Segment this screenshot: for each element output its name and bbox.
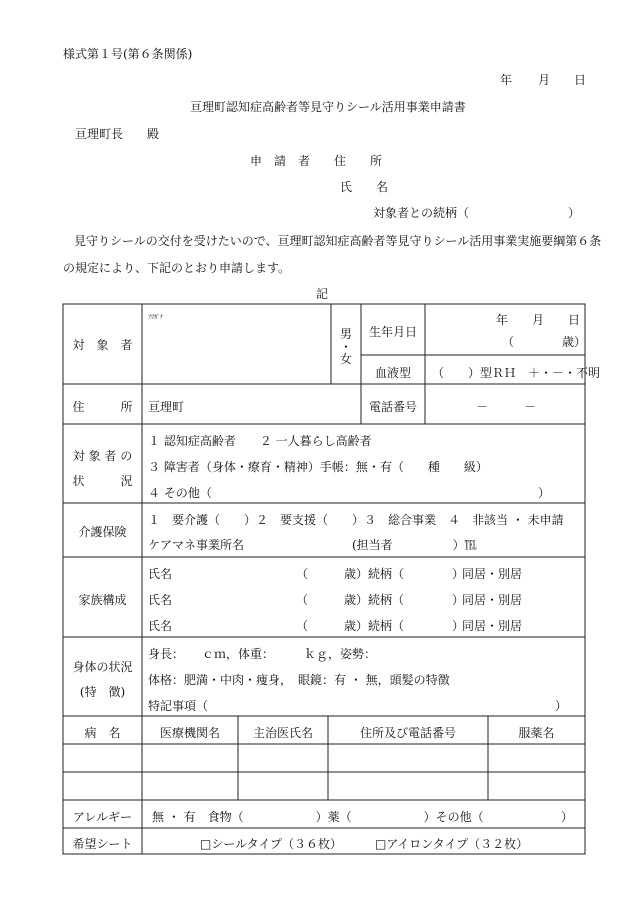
allergy-options[interactable]: 無 ・ 有 食物（ ）薬（ ）その他（ [152, 810, 484, 824]
applicant-address-label: 申 請 者 住 所 [250, 154, 383, 168]
condition-option-1-2[interactable]: １ 認知症高齢者 ２ 一人暮らし高齢者 [148, 434, 372, 448]
col-address-phone: 住所及び電話番号 [359, 726, 456, 740]
body-condition-label-1: 身体の状況 [72, 660, 133, 674]
relation-label: 対象者との続柄（ [373, 206, 470, 220]
phone-field[interactable]: － － [476, 400, 537, 414]
ki-label: 記 [316, 287, 329, 301]
condition-option-3[interactable]: ３ 障害者（身体・療育・精神）手帳：無・有（ 種 級） [148, 460, 488, 474]
col-medication: 服薬名 [518, 726, 555, 740]
care-manager-person-label: (担当者 ）℡ [352, 538, 477, 552]
family-age-relation-3[interactable]: （ 歳）続柄（ ） [296, 619, 465, 633]
blood-type-label: 血液型 [374, 366, 411, 380]
applicant-name-label: 氏 名 [340, 180, 389, 194]
sheet-option-seal[interactable]: □シールタイプ（３６枚） [200, 837, 343, 851]
date-month-label: 月 [538, 73, 551, 87]
family-live-2[interactable]: 同居・別居 [462, 593, 523, 607]
family-age-relation-2[interactable]: （ 歳）続柄（ ） [296, 593, 465, 607]
col-disease-name: 病 名 [84, 726, 121, 740]
special-notes[interactable]: 特記事項（ [148, 699, 209, 713]
family-name-1: 氏名 [148, 567, 173, 581]
family-label: 家族構成 [78, 593, 127, 607]
relation-close: ） [568, 206, 581, 220]
sex-female[interactable]: 女 [339, 352, 352, 366]
addressee: 亘理町長 殿 [75, 127, 160, 141]
col-medical-institution: 医療機関名 [159, 726, 220, 740]
sheet-option-iron[interactable]: □アイロンタイプ（３２枚） [375, 837, 529, 851]
allergy-close: ） [561, 810, 574, 824]
care-insurance-label: 介護保険 [78, 525, 127, 539]
family-live-1[interactable]: 同居・別居 [462, 567, 523, 581]
care-manager-office-label: ケアマネ事業所名 [148, 538, 245, 552]
blood-type-field[interactable]: （ ）型ＲＨ ＋・－・不明 [432, 366, 601, 380]
height-weight-posture[interactable]: 身長： ｃｍ，体重： ｋｇ，姿勢： [148, 647, 377, 661]
birthdate-ymd[interactable]: 年 月 日 [496, 313, 581, 327]
furigana-label: ﾌﾘｶﾞﾅ [148, 314, 164, 321]
family-name-2: 氏名 [148, 593, 173, 607]
form-number: 様式第１号(第６条関係) [63, 47, 193, 61]
col-doctor-name: 主治医氏名 [252, 726, 313, 740]
condition-option-4-close: ） [538, 486, 551, 500]
sex-male[interactable]: 男 [339, 327, 352, 341]
target-label: 対 象 者 [72, 338, 133, 352]
date-day-label: 日 [574, 73, 587, 87]
address-label: 住 所 [72, 400, 133, 414]
body-text-line1: 見守りシールの交付を受けたいので、亘理町認知症高齢者等見守りシール活用事業実施要綱第６条 [74, 234, 602, 248]
allergy-label: アレルギー [72, 810, 133, 824]
sex-separator: ・ [339, 340, 352, 354]
condition-label-1: 対 象 者 の [72, 449, 133, 463]
family-name-3: 氏名 [148, 619, 173, 633]
phone-label: 電話番号 [368, 400, 417, 414]
condition-label-2: 状 況 [72, 474, 133, 488]
sheet-label: 希望シート [72, 837, 133, 851]
birthdate-label: 生年月日 [368, 325, 417, 339]
document-title: 亘理町認知症高齢者等見守りシール活用事業申請書 [190, 100, 466, 114]
date-year-label: 年 [500, 73, 513, 87]
family-live-3[interactable]: 同居・別居 [462, 619, 523, 633]
care-level-options[interactable]: １ 要介護（ ）２ 要支援（ ）３ 総合事業 ４ 非該当 ・ 未申請 [148, 513, 564, 527]
family-age-relation-1[interactable]: （ 歳）続柄（ ） [296, 567, 465, 581]
body-condition-label-2: (特 徴) [79, 685, 126, 699]
age-field[interactable]: （ 歳） [502, 335, 587, 349]
special-notes-close: ） [555, 699, 568, 713]
build-glasses-hair[interactable]: 体格：肥満・中肉・痩身， 眼鏡：有 ・ 無，頭髪の特徴 [148, 673, 450, 687]
body-text-line2: の規定により、下記のとおり申請します。 [63, 261, 291, 275]
address-value[interactable]: 亘理町 [148, 400, 185, 414]
condition-option-4[interactable]: ４ その他（ [148, 486, 212, 500]
